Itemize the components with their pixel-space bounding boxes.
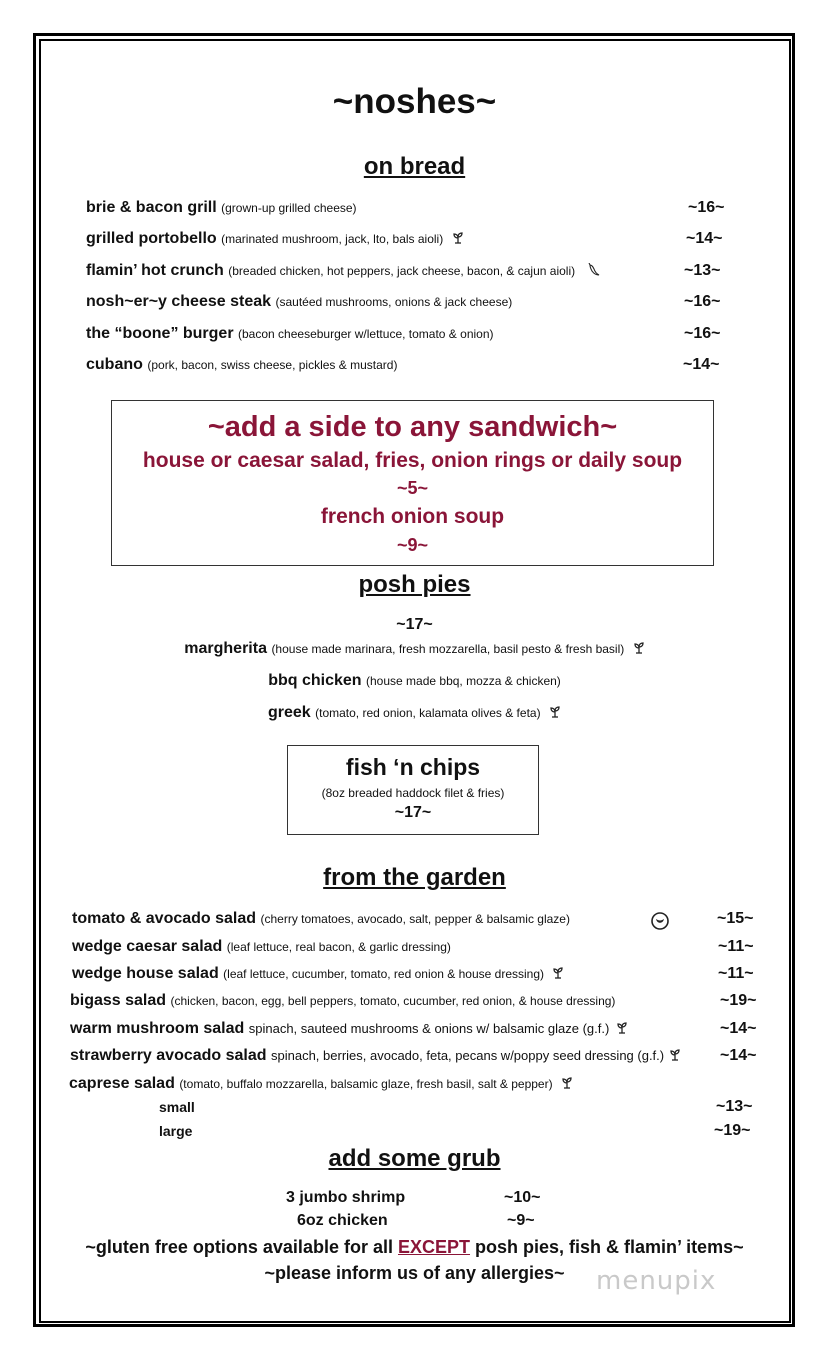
item-name: grilled portobello	[86, 230, 217, 247]
grub-chicken-label: 6oz chicken	[297, 1212, 388, 1229]
item-desc: (leaf lettuce, cucumber, tomato, red onion & house dressing)	[223, 967, 545, 981]
side-promo-box	[111, 400, 714, 566]
item-price: ~11~	[718, 965, 754, 982]
item-name: wedge house salad	[72, 965, 219, 982]
item-name: bbq chicken	[268, 672, 362, 689]
item-price: ~15~	[717, 910, 754, 927]
menu-item	[86, 356, 397, 374]
section-heading-add-some-grub: add some grub	[328, 1145, 501, 1172]
grub-chicken-price: ~9~	[507, 1212, 535, 1229]
item-price: ~14~	[683, 356, 720, 373]
side-box-soup: french onion soup	[320, 505, 505, 528]
grub-shrimp-label: 3 jumbo shrimp	[286, 1189, 406, 1206]
item-desc: (pork, bacon, swiss cheese, pickles & mustard)	[147, 358, 398, 372]
item-name: greek	[267, 704, 311, 721]
item-desc: (house made bbq, mozza & chicken)	[366, 674, 561, 688]
item-price: ~16~	[684, 293, 721, 310]
item-desc: spinach, sauteed mushrooms & onions w/ balsamic glaze (g.f.)	[248, 1021, 610, 1036]
item-name: brie & bacon grill	[86, 199, 217, 216]
menu-item	[69, 1075, 573, 1093]
menu-item	[72, 938, 451, 956]
menu-item	[86, 262, 600, 280]
menu-item	[86, 199, 357, 217]
fish-n-chips-box	[287, 745, 539, 835]
caprese-price-small: ~13~	[716, 1098, 753, 1115]
item-desc: (grown-up grilled cheese)	[221, 201, 357, 215]
menu-item	[70, 1020, 628, 1038]
item-price: ~14~	[720, 1047, 757, 1064]
vegetarian-sprout-icon	[669, 1048, 681, 1061]
item-desc: (tomato, red onion, kalamata olives & feta)	[315, 706, 541, 720]
gf-note-pre: ~gluten free options available for all	[85, 1237, 393, 1257]
caprese-size-large: large	[159, 1123, 193, 1139]
vegetarian-sprout-icon	[452, 231, 464, 244]
item-name: caprese salad	[69, 1075, 175, 1092]
item-desc: (leaf lettuce, real bacon, & garlic dressing)	[226, 940, 451, 954]
hot-pepper-icon	[588, 263, 600, 276]
item-price: ~16~	[684, 325, 721, 342]
fish-title: fish ‘n chips	[345, 754, 481, 780]
menu-item	[72, 910, 570, 928]
menu-item	[0, 704, 829, 722]
item-name: strawberry avocado salad	[70, 1047, 267, 1064]
section-heading-from-the-garden: from the garden	[323, 864, 506, 891]
menu-item	[86, 293, 512, 311]
side-box-headline: ~add a side to any sandwich~	[207, 411, 618, 443]
section-heading-posh-pies: posh pies	[358, 571, 471, 598]
grub-shrimp-price: ~10~	[504, 1189, 541, 1206]
section-heading-on-bread: on bread	[363, 153, 466, 180]
menupix-watermark: menupix	[596, 1266, 717, 1296]
menu-item	[86, 230, 464, 248]
vegetarian-sprout-icon	[552, 966, 564, 979]
menu-item	[86, 325, 494, 343]
item-price: ~14~	[686, 230, 723, 247]
gf-note-post: posh pies, fish & flamin’ items~	[475, 1237, 744, 1257]
menu-item	[70, 992, 615, 1010]
item-name: the “boone” burger	[86, 325, 234, 342]
item-desc: (marinated mushroom, jack, lto, bals aioli)	[221, 232, 444, 246]
item-name: tomato & avocado salad	[72, 910, 257, 927]
item-desc: (sautéed mushrooms, onions & jack cheese)	[275, 295, 513, 309]
item-price: ~16~	[688, 199, 725, 216]
item-desc: spinach, berries, avocado, feta, pecans w/poppy seed dressing (g.f.)	[271, 1048, 665, 1063]
item-desc: (cherry tomatoes, avocado, salt, pepper & balsamic glaze)	[260, 912, 570, 926]
menu-item	[72, 965, 564, 983]
item-desc: (tomato, buffalo mozzarella, balsamic glaze, fresh basil, salt & pepper)	[179, 1077, 553, 1091]
item-price: ~19~	[720, 992, 757, 1009]
item-price: ~14~	[720, 1020, 757, 1037]
vegetarian-sprout-icon	[616, 1021, 628, 1034]
menu-item	[0, 640, 829, 658]
item-name: wedge caesar salad	[72, 938, 223, 955]
item-name: warm mushroom salad	[70, 1020, 245, 1037]
item-desc: (chicken, bacon, egg, bell peppers, tomato, cucumber, red onion, & house dressing)	[170, 994, 616, 1008]
item-name: cubano	[86, 356, 143, 373]
item-desc: (house made marinara, fresh mozzarella, basil pesto & fresh basil)	[271, 642, 625, 656]
side-box-options: house or caesar salad, fries, onion rings or daily soup	[142, 449, 683, 472]
vegetarian-sprout-icon	[549, 705, 561, 718]
item-name: nosh~er~y cheese steak	[86, 293, 272, 310]
side-box-price-1: ~5~	[396, 478, 429, 498]
vegetarian-sprout-icon	[633, 641, 645, 654]
caprese-price-large: ~19~	[714, 1122, 751, 1139]
menu-item	[0, 672, 829, 690]
caprese-size-small: small	[159, 1099, 195, 1115]
item-desc: (breaded chicken, hot peppers, jack cheese, bacon, & cajun aioli)	[228, 264, 576, 278]
item-name: margherita	[184, 640, 267, 657]
gf-note-except: EXCEPT	[397, 1237, 471, 1257]
menu-item	[70, 1047, 681, 1065]
fish-price: ~17~	[394, 804, 432, 821]
vegan-leaf-icon	[651, 912, 669, 930]
item-price: ~13~	[684, 262, 721, 279]
fish-desc: (8oz breaded haddock filet & fries)	[321, 786, 505, 800]
item-price: ~11~	[718, 938, 754, 955]
item-name: bigass salad	[70, 992, 167, 1009]
page-title: ~noshes~	[332, 82, 497, 121]
item-name: flamin’ hot crunch	[86, 262, 224, 279]
pies-price: ~17~	[396, 616, 433, 633]
allergy-note: ~please inform us of any allergies~	[264, 1263, 565, 1283]
vegetarian-sprout-icon	[561, 1076, 573, 1089]
item-desc: (bacon cheeseburger w/lettuce, tomato & onion)	[238, 327, 494, 341]
side-box-price-2: ~9~	[396, 535, 429, 555]
gluten-free-note	[0, 1237, 829, 1258]
